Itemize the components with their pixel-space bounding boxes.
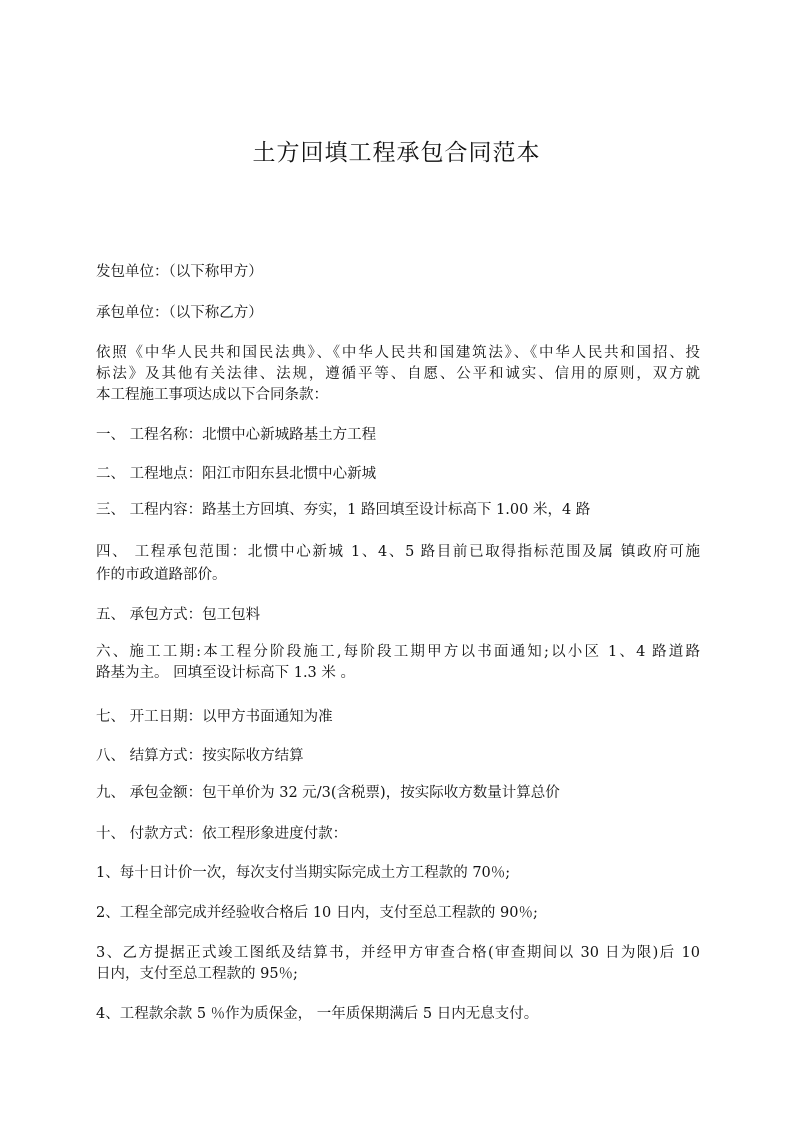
contractor-text: 承包单位：（以下称乙方） (96, 305, 263, 321)
document-title: 土方回填工程承包合同范本 (252, 140, 541, 166)
clause-1 (96, 425, 700, 446)
clause-3-text: 三、 工程内容：路基土方回填、夯实，1 路回填至设计标高下 1.00 米，4 路 (96, 502, 591, 518)
clause-6 (96, 642, 700, 684)
clause-4 (96, 542, 700, 586)
clause-4-line-2: 作的市政道路部价。 (96, 567, 227, 583)
clause-8 (96, 746, 700, 767)
clause-2-text: 二、 工程地点：阳江市阳东县北惯中心新城 (96, 466, 377, 482)
preamble-line-2: 标法》及其他有关法律、法规，遵循平等、自愿、公平和诚实、信用的原则，双方就 (96, 366, 700, 382)
payment-4-text: 4、工程款余款 5 ％作为质保金， 一年质保期满后 5 日内无息支付。 (96, 1006, 539, 1022)
payment-3-line-1: 3、乙方提据正式竣工图纸及结算书，并经甲方审查合格(审查期间以 30 日为限)后 10 (96, 945, 700, 961)
clause-6-line-2: 路基为主。 回填至设计标高下 1.3 米 。 (96, 665, 355, 681)
clause-9 (96, 783, 700, 804)
payment-2 (96, 903, 700, 924)
employer-text: 发包单位：（以下称甲方） (96, 264, 263, 280)
payment-2-text: 2、工程全部完成并经验收合格后 10 日内，支付至总工程款的 90％; (96, 905, 538, 921)
clause-1-text: 一、 工程名称：北惯中心新城路基土方工程 (96, 427, 377, 443)
preamble-line-1: 依照《中华人民共和国民法典》、《中华人民共和国建筑法》、《中华人民共和国招、投 (96, 345, 700, 361)
clause-7-text: 七、 开工日期：以甲方书面通知为准 (96, 709, 333, 725)
clause-2 (96, 464, 700, 485)
clause-3 (96, 500, 700, 521)
payment-1-text: 1、每十日计价一次，每次支付当期实际完成土方工程款的 70％; (96, 865, 511, 881)
payment-4 (96, 1004, 700, 1025)
clause-8-text: 八、 结算方式：按实际收方结算 (96, 748, 304, 764)
payment-1 (96, 863, 700, 884)
preamble-paragraph (96, 343, 700, 406)
clause-7 (96, 707, 700, 728)
payment-3-line-2: 日内，支付至总工程款的 95％; (96, 966, 298, 982)
employer-line (96, 262, 700, 283)
clause-6-line-1: 六、施工工期:本工程分阶段施工,每阶段工期甲方以书面通知;以小区 1、4 路道路 (96, 644, 700, 660)
clause-5 (96, 605, 700, 626)
clause-10-text: 十、 付款方式：依工程形象进度付款： (96, 826, 348, 842)
contractor-line (96, 303, 700, 324)
clause-5-text: 五、 承包方式：包工包料 (96, 607, 261, 623)
payment-3 (96, 943, 700, 985)
preamble-line-3: 本工程施工事项达成以下合同条款： (96, 387, 328, 403)
clause-10 (96, 824, 700, 845)
clause-4-line-1: 四、 工程承包范围：北惯中心新城 1、4、5 路目前已取得指标范围及属 镇政府可施 (96, 544, 700, 560)
clause-9-text: 九、 承包金额：包干单价为 32 元/3(含税票)，按实际收方数量计算总价 (96, 785, 560, 801)
